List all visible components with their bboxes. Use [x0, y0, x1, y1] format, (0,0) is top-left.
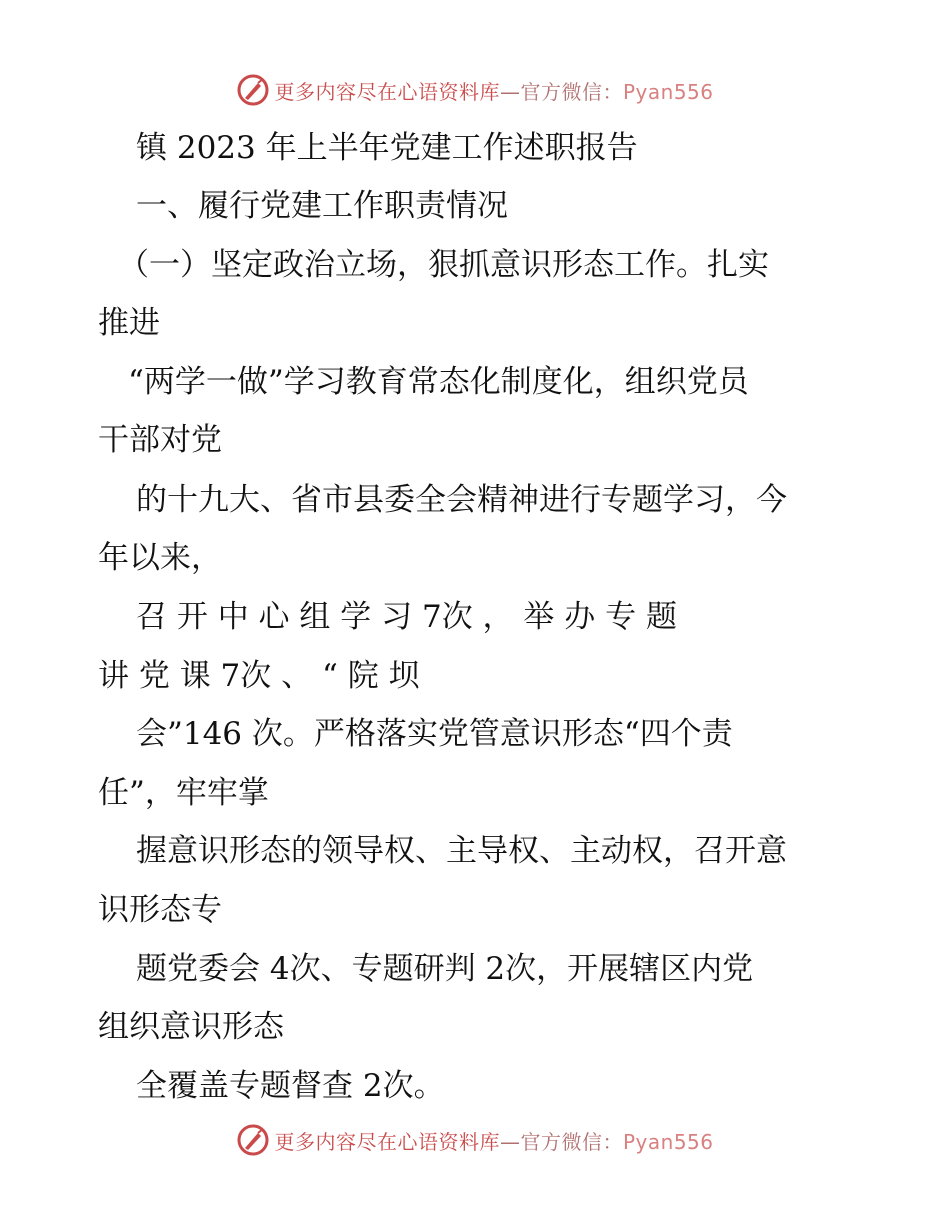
paragraph-line: 识形态专	[98, 892, 222, 928]
paragraph-line: 握意识形态的领导权、主导权、主动权，召开意	[136, 833, 787, 869]
feather-pen-logo-icon	[236, 73, 270, 107]
feather-pen-logo-icon	[236, 1123, 270, 1157]
paragraph-line: 组织意识形态	[98, 1009, 284, 1045]
paragraph-line: 推进	[98, 305, 160, 341]
paragraph-line: 会”146 次。严格落实党管意识形态“四个责	[136, 716, 733, 752]
watermark-header	[0, 70, 950, 110]
document-title: 镇 2023 年上半年党建工作述职报告	[136, 130, 638, 166]
paragraph-line: 干部对党	[98, 422, 222, 458]
paragraph-line: 召 开 中 心 组 学 习 7次 ， 举 办 专 题	[136, 599, 677, 635]
section-heading: 一、履行党建工作职责情况	[136, 188, 508, 224]
paragraph-line: “两学一做”学习教育常态化制度化，组织党员	[128, 364, 749, 400]
paragraph-line: 讲 党 课 7次 、 “ 院 坝	[98, 658, 420, 694]
paragraph-line: 全覆盖专题督查 2次。	[136, 1068, 445, 1104]
watermark-text: 更多内容尽在心语资料库—官方微信：Pyan556	[274, 1129, 714, 1154]
paragraph-line: （一）坚定政治立场，狠抓意识形态工作。扎实	[118, 247, 769, 283]
paragraph-line: 任”，牢牢掌	[98, 775, 269, 811]
paragraph-line: 的十九大、省市县委全会精神进行专题学习，今	[136, 482, 787, 518]
watermark-text: 更多内容尽在心语资料库—官方微信：Pyan556	[274, 79, 714, 104]
paragraph-line: 年以来，	[98, 540, 222, 576]
watermark-footer	[0, 1120, 950, 1160]
paragraph-line: 题党委会 4次、专题研判 2次，开展辖区内党	[136, 951, 754, 987]
